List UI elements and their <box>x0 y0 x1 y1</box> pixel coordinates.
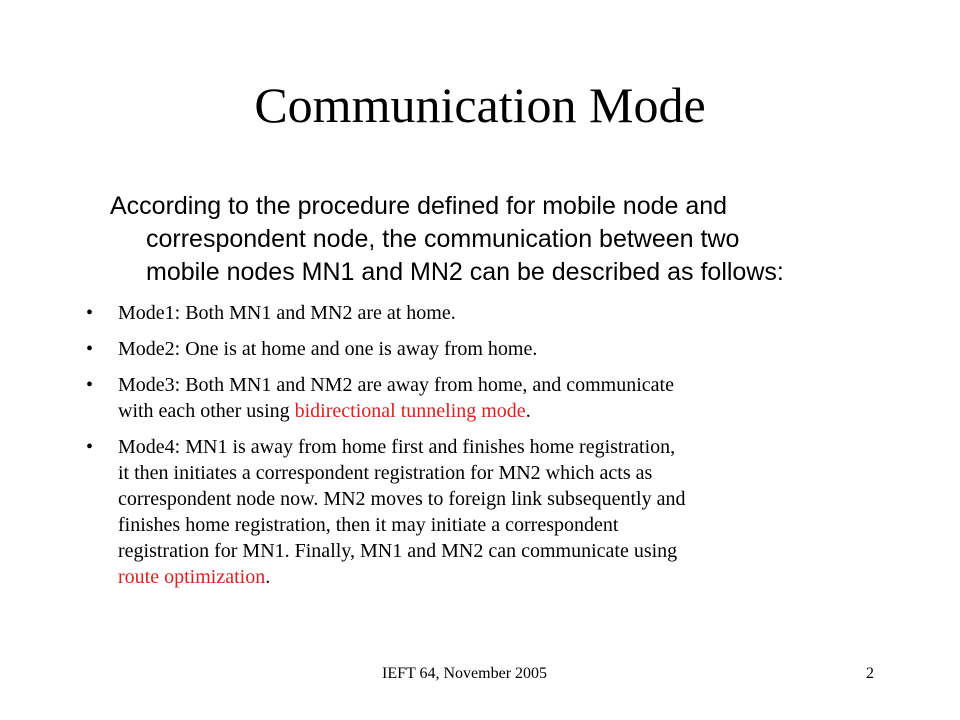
list-item <box>86 336 906 362</box>
intro-line: mobile nodes MN1 and MN2 can be described as follows: <box>146 258 784 286</box>
page-number: 2 <box>866 665 874 682</box>
mode4-text-line: Mode4: MN1 is away from home first and finishes home registration, <box>118 436 676 458</box>
footer-text: IEFT 64, November 2005 <box>382 665 548 682</box>
mode2-text: Mode2: One is at home and one is away from home. <box>118 338 538 360</box>
bullet-icon: • <box>86 436 94 458</box>
highlight-route-optimization: route optimization <box>118 566 266 588</box>
bullet-icon: • <box>86 302 94 324</box>
mode4-text-line: finishes home registration, then it may initiate a correspondent <box>118 514 619 536</box>
mode3-suffix: . <box>525 400 531 422</box>
mode3-text-line <box>118 398 906 424</box>
mode4-suffix: . <box>265 566 271 588</box>
highlight-bidirectional-tunneling: bidirectional tunneling mode <box>294 400 526 422</box>
mode-list <box>86 300 906 600</box>
bullet-icon: • <box>86 374 94 396</box>
list-item <box>86 372 906 424</box>
mode4-text-line: registration for MN1. Finally, MN1 and MN2 can communicate using <box>118 540 678 562</box>
mode3-text-line: Mode3: Both MN1 and NM2 are away from home, and communicate <box>118 374 674 396</box>
intro-line: correspondent node, the communication between two <box>146 225 740 253</box>
bullet-icon: • <box>86 338 94 360</box>
slide-title: Communication Mode <box>254 77 706 133</box>
list-item <box>86 434 906 590</box>
intro-paragraph <box>110 190 890 289</box>
mode4-text-line <box>118 564 906 590</box>
mode3-prefix: with each other using <box>118 400 295 422</box>
mode4-text-line: correspondent node now. MN2 moves to foreign link subsequently and <box>118 488 686 510</box>
mode1-text: Mode1: Both MN1 and MN2 are at home. <box>118 302 456 324</box>
mode4-text-line: it then initiates a correspondent registration for MN2 which acts as <box>118 462 653 484</box>
intro-line: According to the procedure defined for mobile node and <box>110 192 728 220</box>
list-item <box>86 300 906 326</box>
